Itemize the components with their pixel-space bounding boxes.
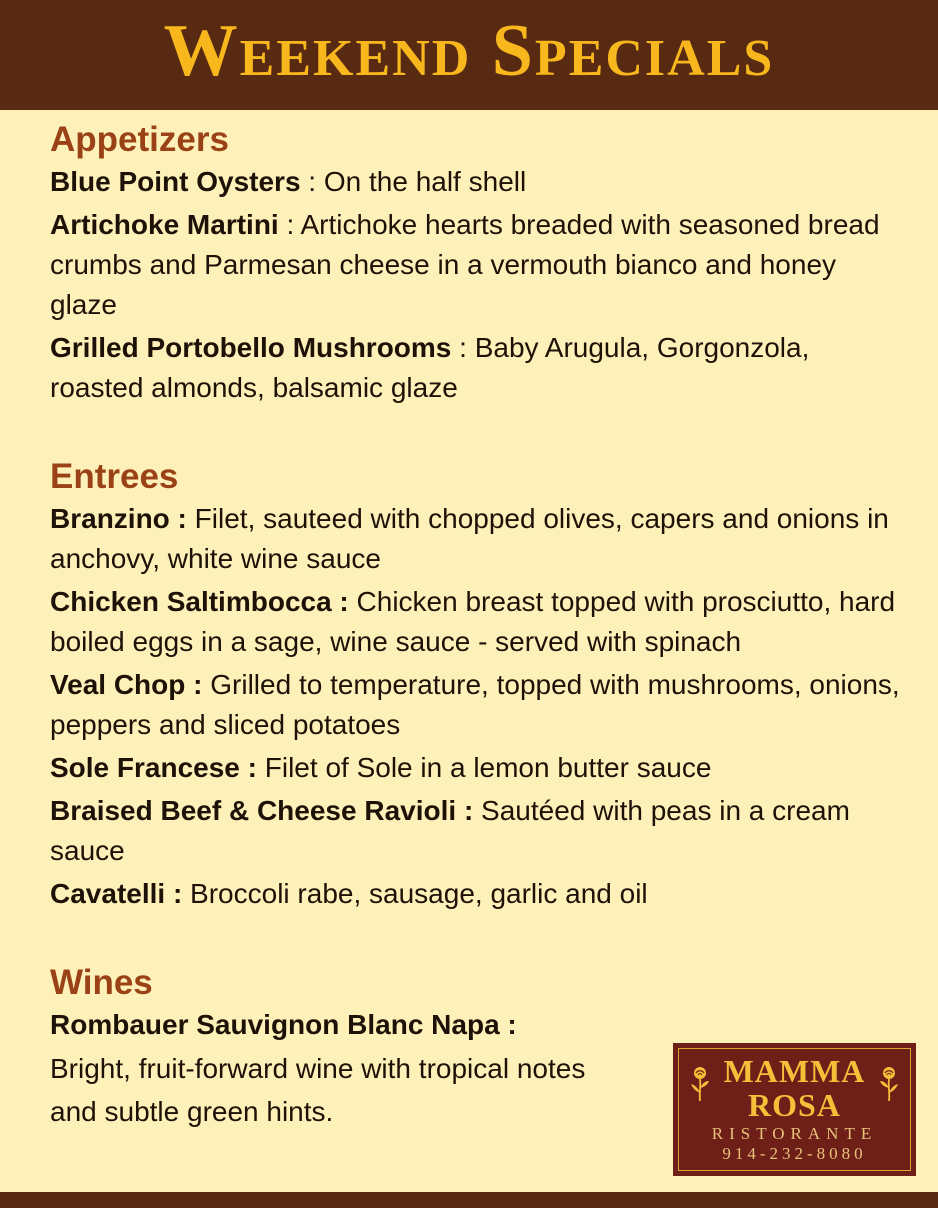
menu-item	[50, 162, 910, 202]
item-description: Filet, sauteed with chopped olives, capers and onions in anchovy, white wine sauce	[50, 503, 889, 574]
item-name: Chicken Saltimbocca :	[50, 586, 349, 617]
item-name: Cavatelli :	[50, 878, 183, 909]
menu-item	[50, 582, 910, 662]
item-description: On the half shell	[323, 166, 527, 197]
menu-item	[50, 748, 910, 788]
item-separator: :	[278, 209, 301, 240]
logo-phone: 914-232-8080	[722, 1144, 867, 1163]
item-description: Baby Arugula, Gorgonzola, roasted almonds, balsamic glaze	[50, 332, 810, 403]
section-title-wines: Wines	[50, 963, 153, 1002]
item-description: Artichoke hearts breaded with seasoned bread crumbs and Parmesan cheese in a vermouth bianco and honey glaze	[50, 209, 880, 320]
logo-text-ristorante: RISTORANTE	[711, 1124, 878, 1143]
menu-item	[50, 874, 910, 914]
item-name: Braised Beef & Cheese Ravioli :	[50, 795, 474, 826]
section-title-appetizers: Appetizers	[50, 120, 229, 159]
item-description: Filet of Sole in a lemon butter sauce	[256, 752, 712, 783]
item-name: Veal Chop :	[50, 669, 203, 700]
item-description: Grilled to temperature, topped with mushrooms, onions, peppers and sliced potatoes	[50, 669, 900, 740]
item-name: Sole Francese :	[50, 752, 257, 783]
item-name: Blue Point Oysters	[50, 166, 301, 197]
logo-text-mamma: MAMMA	[723, 1053, 866, 1089]
item-name: Artichoke Martini	[50, 209, 279, 240]
item-description: Chicken breast topped with prosciutto, hard boiled eggs in a sage, wine sauce - served with spinach	[50, 586, 896, 657]
item-name: Grilled Portobello Mushrooms	[50, 332, 452, 363]
menu-item	[50, 665, 910, 745]
wine-item	[50, 1005, 660, 1133]
logo-text-rosa: ROSA	[748, 1087, 841, 1123]
menu-content	[50, 118, 910, 1133]
footer-bar	[0, 1192, 938, 1208]
menu-item	[50, 499, 910, 579]
item-description: Broccoli rabe, sausage, garlic and oil	[182, 878, 648, 909]
section-spacer	[50, 411, 910, 455]
item-name: Branzino :	[50, 503, 187, 534]
menu-item	[50, 205, 910, 325]
header-banner	[0, 0, 938, 110]
item-separator: :	[300, 166, 324, 197]
item-separator: :	[451, 332, 475, 363]
menu-item	[50, 328, 910, 408]
page-title: Weekend Specials	[163, 9, 775, 92]
restaurant-logo	[673, 1043, 916, 1176]
wine-description-line-2: and subtle green hints.	[50, 1096, 334, 1127]
section-title-entrees: Entrees	[50, 457, 179, 496]
item-description: Sautéed with peas in a cream sauce	[50, 795, 850, 866]
wine-name: Rombauer Sauvignon Blanc Napa :	[50, 1009, 517, 1040]
wine-description-line-1: Bright, fruit-forward wine with tropical notes	[50, 1053, 586, 1084]
menu-item	[50, 791, 910, 871]
section-spacer	[50, 917, 910, 961]
